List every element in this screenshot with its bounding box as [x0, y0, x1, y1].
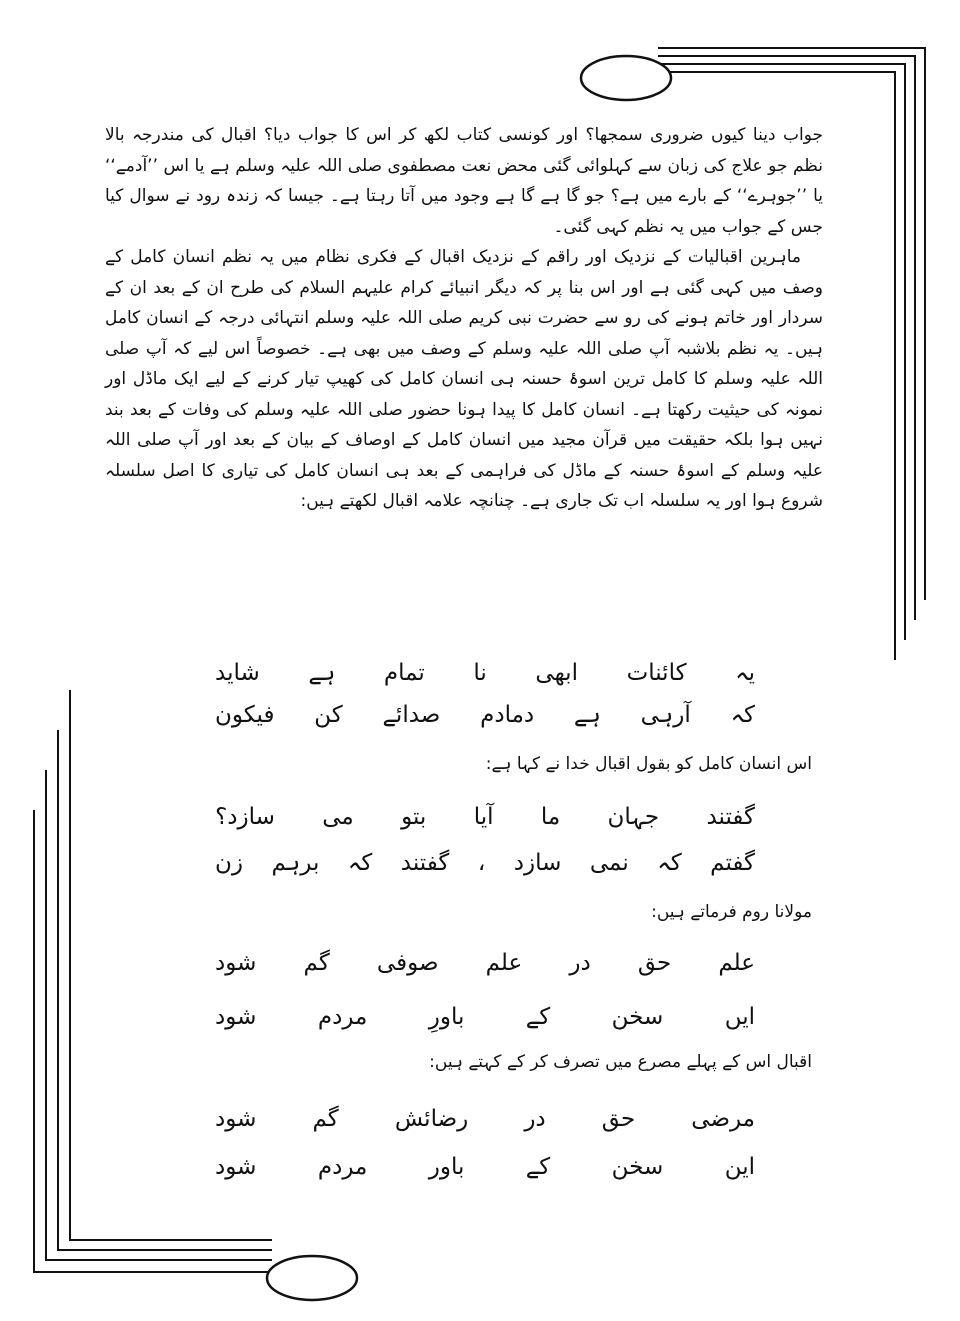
verse-word: ما	[540, 804, 561, 830]
verse-word: گم	[303, 950, 330, 976]
verse-word: سازد	[513, 850, 562, 876]
verse-word: جہان	[607, 804, 660, 830]
verse-word: شاید	[215, 660, 260, 686]
verse-word: گفتند	[400, 850, 450, 876]
verse-word: زن	[215, 850, 244, 876]
verse-word: گفتم	[710, 850, 755, 876]
verse-word: باورِ	[428, 1004, 465, 1030]
verse-word: صوفی	[376, 950, 439, 976]
verse-word: این	[724, 1154, 755, 1180]
verse-word: گفتند	[706, 804, 755, 830]
verse-word: مردم	[317, 1154, 368, 1180]
verse-word: سازد؟	[215, 804, 275, 830]
verse-1-line-1	[215, 658, 755, 688]
verse-3-intro: مولانا روم فرماتے ہیں:	[651, 902, 812, 922]
verse-word: ہے	[573, 702, 601, 728]
verse-word: در	[569, 950, 591, 976]
verse-3-line-2	[215, 1002, 755, 1032]
verse-word: باور	[428, 1154, 465, 1180]
prose-paragraph-1: جواب دینا کیوں ضروری سمجھا؟ اور کونسی کتاب لکھ کر اس کا جواب دیا؟ اقبال کی مندرجہ بالا نظم جو علاج کی زبان سے کہلوائی گئی محض نعت مصطفوی صلی اللہ علیہ وسلم ہے یا اس ’’آدمے‘‘ یا ’’جوہرے‘‘ کے بارے میں ہے؟ جو گا ہے گا ہے وجود میں آتا رہتا ہے۔ جیسا کہ زندہ رود نے سوال کیا جس کے جواب میں یہ نظم کہی گئی۔	[105, 125, 823, 237]
verse-4-line-1	[215, 1104, 755, 1134]
verse-word: شود	[215, 1004, 257, 1030]
verse-word: حق	[637, 950, 672, 976]
verse-word: سخن	[611, 1154, 664, 1180]
verse-4-intro: اقبال اس کے پہلے مصرع میں تصرف کر کے کہتے ہیں:	[429, 1052, 812, 1072]
verse-word: بتو	[401, 804, 427, 830]
verse-word: کن	[314, 702, 343, 728]
top-ornament-oval	[581, 56, 671, 100]
verse-word: آیا	[473, 804, 494, 830]
verse-word: در	[524, 1106, 546, 1132]
verse-word: علم	[718, 950, 755, 976]
verse-word: ،	[477, 850, 486, 876]
verse-2-line-2	[215, 848, 755, 878]
verse-word: سخن	[611, 1004, 664, 1030]
verse-word: کہ	[657, 850, 682, 876]
verse-word: صدائے	[382, 702, 441, 728]
verse-word: فیکون	[215, 702, 275, 728]
verse-word: برہم	[271, 850, 320, 876]
verse-2-intro: اس انسان کامل کو بقول اقبال خدا نے کہا ہے:	[485, 754, 812, 774]
verse-word: رضائش	[394, 1106, 469, 1132]
verse-1-line-2	[215, 700, 755, 730]
verse-word: شود	[215, 1106, 257, 1132]
verse-word: حق	[601, 1106, 636, 1132]
verse-word: شود	[215, 1154, 257, 1180]
verse-word: ایں	[724, 1004, 755, 1030]
verse-word: شود	[215, 950, 257, 976]
verse-word: کے	[525, 1004, 551, 1030]
verse-2-line-1	[215, 802, 755, 832]
verse-4-line-2	[215, 1152, 755, 1182]
prose-paragraph-2: ماہرین اقبالیات کے نزدیک اور راقم کے نزدیک اقبال کے فکری نظام میں یہ نظم انسان کامل کے وصف میں کہی گئی ہے اور اس بنا پر کہ دیگر انبیائے کرام علیہم السلام کی طرح ان کے بعد ان کے سردار اور خاتم ہونے کی رو سے حضرت نبی کریم صلی اللہ علیہ وسلم انتہائی درجہ کے انسان کامل ہیں۔ یہ نظم بلاشبہ آپ صلی اللہ علیہ وسلم کے وصف میں بھی ہے۔ خصوصاً اس لیے کہ آپ صلی اللہ علیہ وسلم کا کامل ترین اسوۂ حسنہ ہی انسان کامل کی کھیپ تیار کرنے کے لیے ایک ماڈل اور نمونہ کی حیثیت رکھتا ہے۔ انسان کامل کا پیدا ہونا حضور صلی اللہ علیہ وسلم کی وفات کے بعد بند نہیں ہوا بلکہ حقیقت میں قرآن مجید میں انسان کامل کے اوصاف کے بیان کے بعد اور آپ صلی اللہ علیہ وسلم کے اسوۂ حسنہ کے ماڈل کی فراہمی کے بعد ہی انسان کامل کی تیاری کا اصل سلسلہ شروع ہوا اور یہ سلسلہ اب تک جاری ہے۔ چنانچہ علامہ اقبال لکھتے ہیں:	[105, 247, 823, 511]
verse-word: ہے	[308, 660, 336, 686]
verse-word: مردم	[317, 1004, 368, 1030]
verse-word: مرضی	[691, 1106, 755, 1132]
verse-word: کہ	[347, 850, 373, 876]
verse-word: یہ	[735, 660, 755, 686]
verse-word: آرہی	[640, 702, 691, 728]
verse-word: کہ	[730, 702, 755, 728]
verse-word: علم	[485, 950, 523, 976]
verse-word: کے	[525, 1154, 551, 1180]
verse-word: دمادم	[480, 702, 535, 728]
verse-word: گم	[312, 1106, 339, 1132]
verse-word: می	[322, 804, 354, 830]
verse-word: تمام	[383, 660, 425, 686]
verse-word: نا	[473, 660, 487, 686]
verse-word: کائنات	[626, 660, 687, 686]
bottom-ornament-oval	[267, 1256, 357, 1300]
verse-word: ابھی	[535, 660, 578, 686]
verse-3-line-1	[215, 948, 755, 978]
verse-word: نمی	[589, 850, 629, 876]
prose-body	[105, 120, 823, 517]
